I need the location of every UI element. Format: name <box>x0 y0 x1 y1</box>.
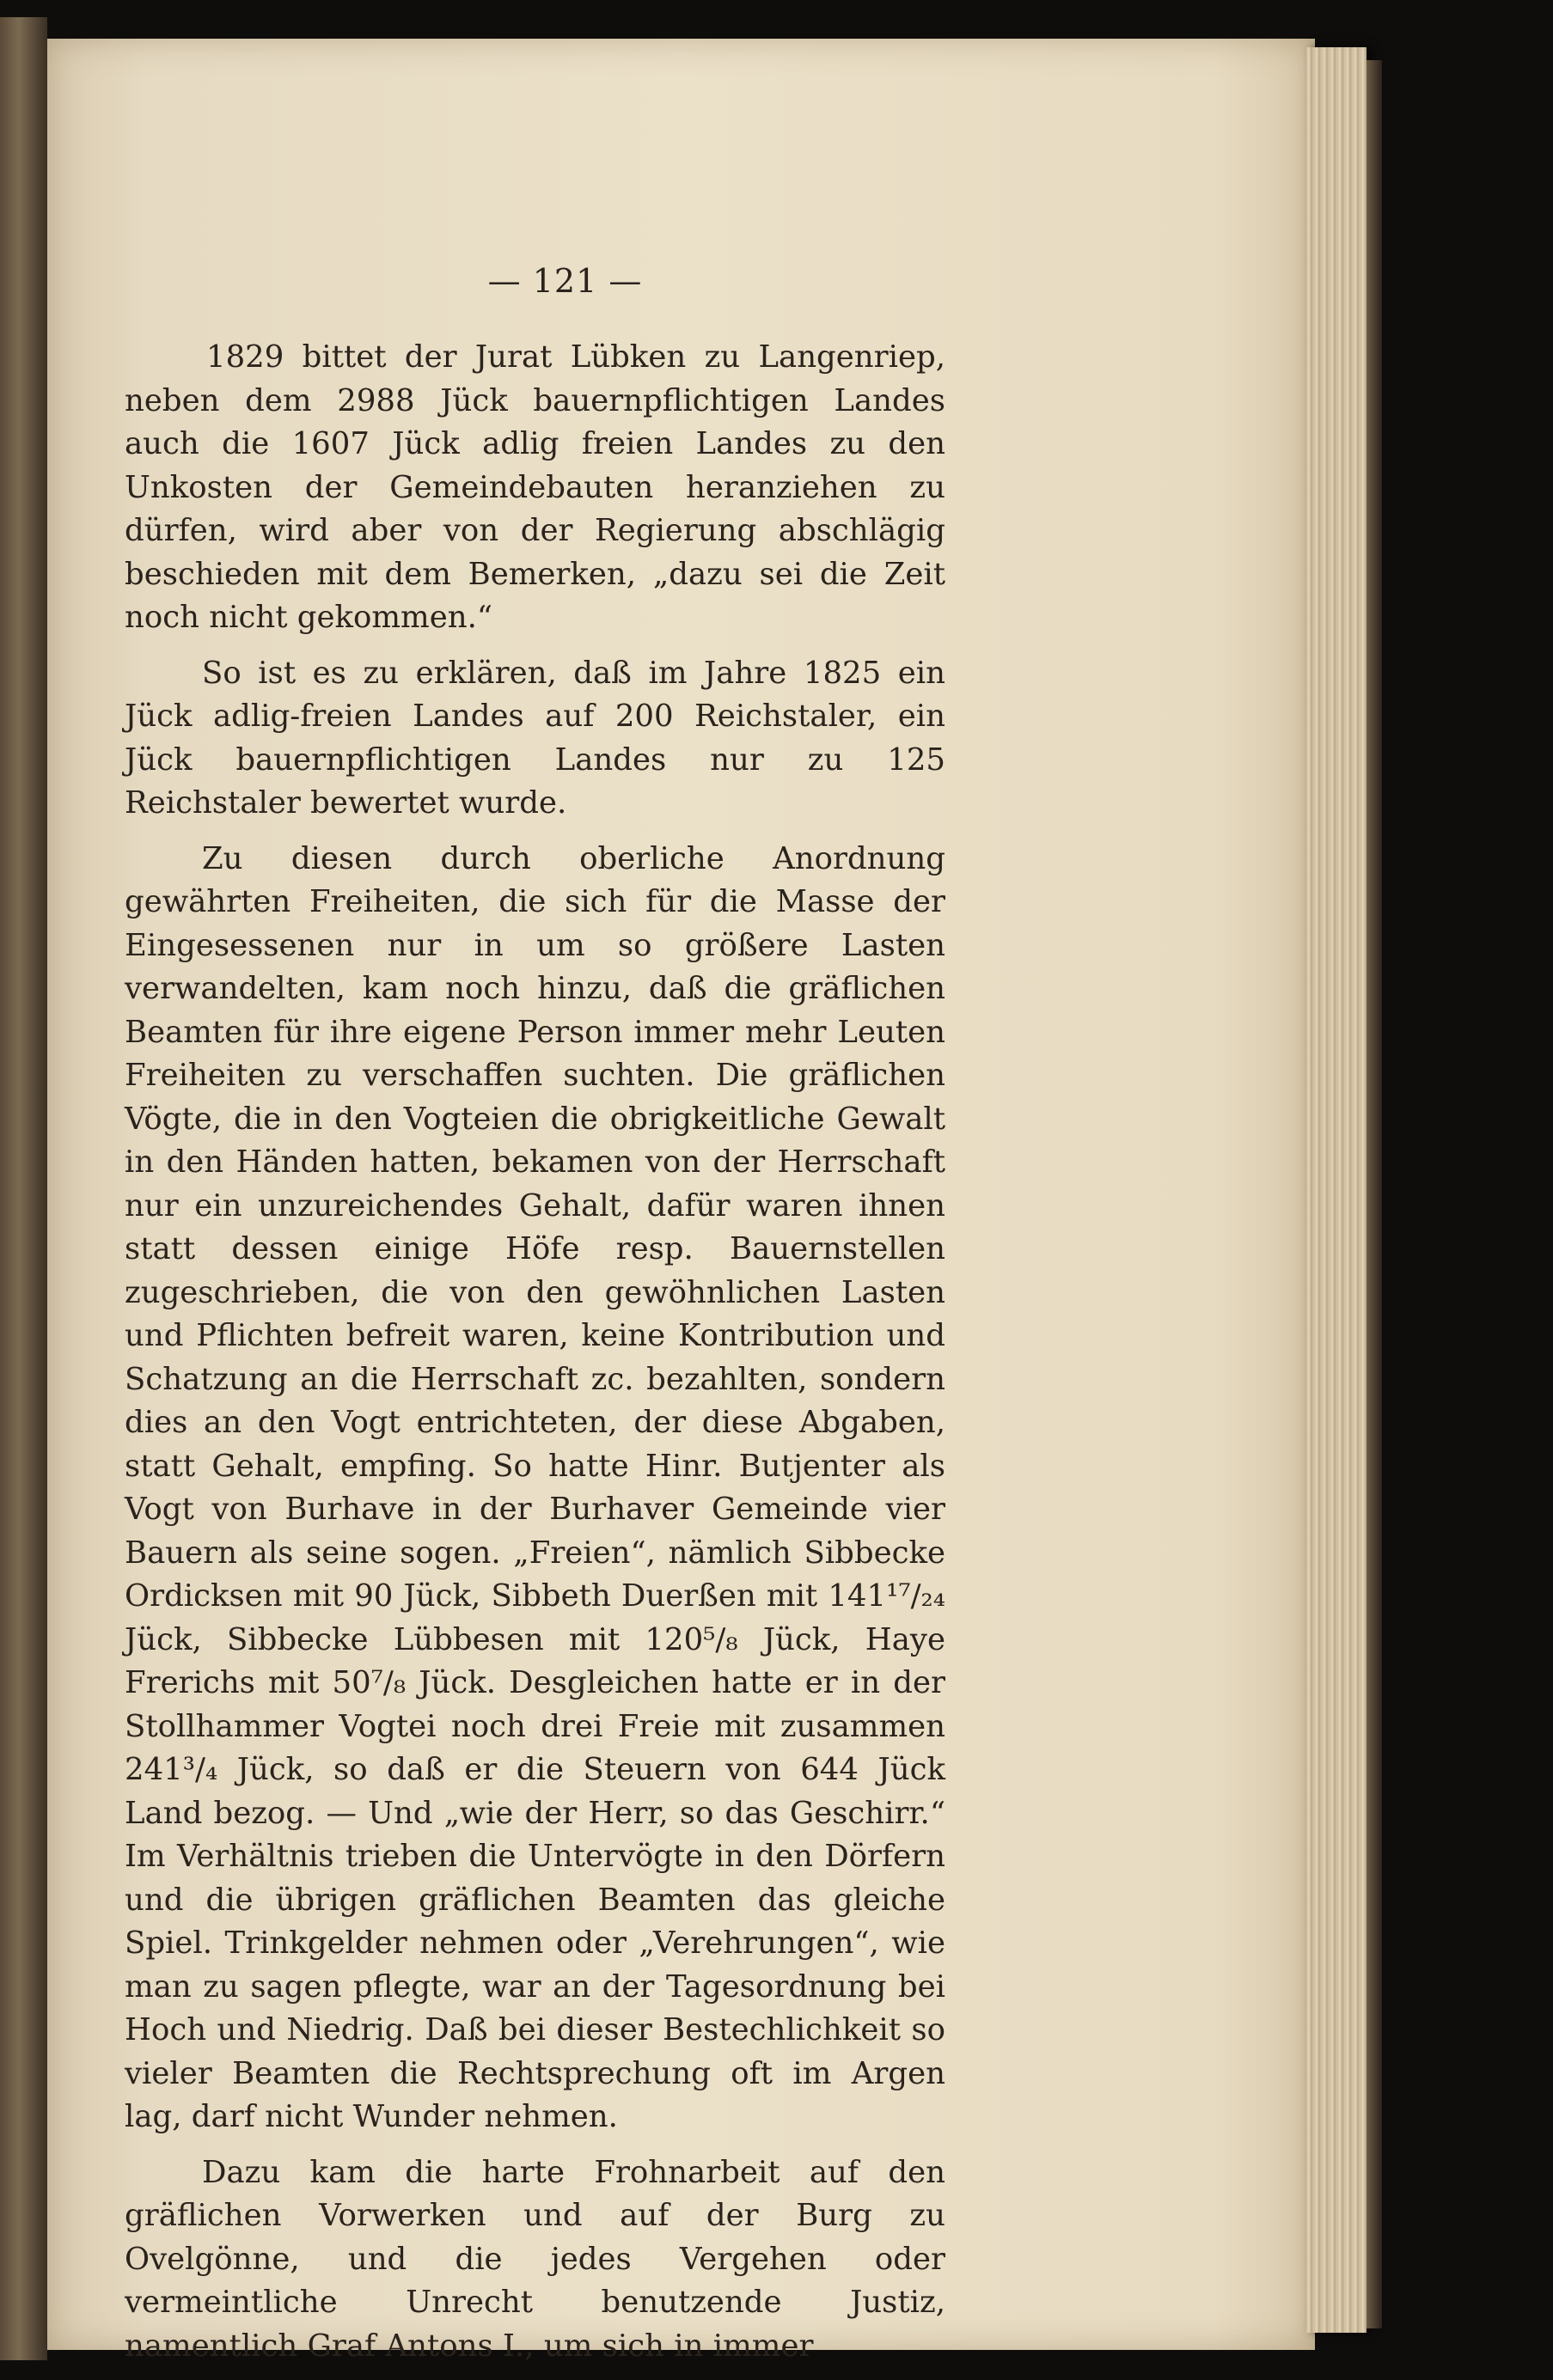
paragraph-3: Zu diesen durch oberliche Anordnung gewährten Freiheiten, die sich für die Masse der Eingesessenen nur in um so größere Lasten verwandelten, kam noch hinzu, daß die gräflichen Beamten für ihre eigene Person immer mehr Leuten Freiheiten zu verschaffen suchten. Die gräflichen Vögte, die in den Vogteien die obrigkeitliche Gewalt in den Händen hatten, bekamen von der Herrschaft nur ein unzureichendes Gehalt, dafür waren ihnen statt dessen einige Höfe resp. Bauernstellen zugeschrieben, die von den gewöhnlichen Lasten und Pflichten befreit waren, keine Kontribution und Schatzung an die Herrschaft zc. bezahlten, sondern dies an den Vogt entrichteten, der diese Abgaben, statt Gehalt, empfing. So hatte Hinr. Butjenter als Vogt von Burhave in der Burhaver Gemeinde vier Bauern als seine sogen. „Freien“, nämlich Sibbecke Ordicksen mit 90 Jück, Sibbeth Duerßen mit 141¹⁷/₂₄ Jück, Sibbecke Lübbesen mit 120⁵/₈ Jück, Haye Frerichs mit 50⁷/₈ Jück. Desgleichen hatte er in der Stollhammer Vogtei noch drei Freie mit zusammen 241³/₄ Jück, so daß er die Steuern von 644 Jück Land bezog. — Und „wie der Herr, so das Geschirr.“ Im Verhältnis trieben die Untervögte in den Dörfern und die übrigen gräflichen Beamten das gleiche Spiel. Trinkgelder nehmen oder „Verehrungen“, wie man zu sagen pflegte, war an der Tagesordnung bei Hoch und Niedrig. Daß bei dieser Bestechlichkeit so vieler Beamten die Rechtsprechung oft im Argen lag, darf nicht Wunder nehmen. <box>125 840 945 2134</box>
paragraph-1: 1829 bittet der Jurat Lübken zu Langenriep, neben dem 2988 Jück bauernpflichtigen Landes auch die 1607 Jück adlig freien Landes zu den Unkosten der Gemeindebauten heranziehen zu dürfen, wird aber von der Regierung abschlägig beschieden mit dem Bemerken, „dazu sei die Zeit noch nicht gekommen.“ <box>125 339 945 635</box>
book-cover-edge <box>1367 60 1382 2328</box>
page-number-header: — 121 — <box>487 262 643 300</box>
paragraph-2: So ist es zu erklären, daß im Jahre 1825 ein Jück adlig-freien Landes auf 200 Reichstaler, ein Jück bauernpflichtigen Landes nur zu 125 Reichstaler bewertet wurde. <box>125 655 945 821</box>
left-page-edge <box>0 17 47 2360</box>
page-stack-edge <box>1306 47 1367 2333</box>
paragraph-4: Dazu kam die harte Frohnarbeit auf den gräflichen Vorwerken und auf der Burg zu Ovelgönne, und die jedes Vergehen oder vermeintliche Unrecht benutzende Justiz, namentlich Graf Antons I., um sich in immer <box>125 2154 945 2364</box>
text-block <box>125 262 945 2380</box>
